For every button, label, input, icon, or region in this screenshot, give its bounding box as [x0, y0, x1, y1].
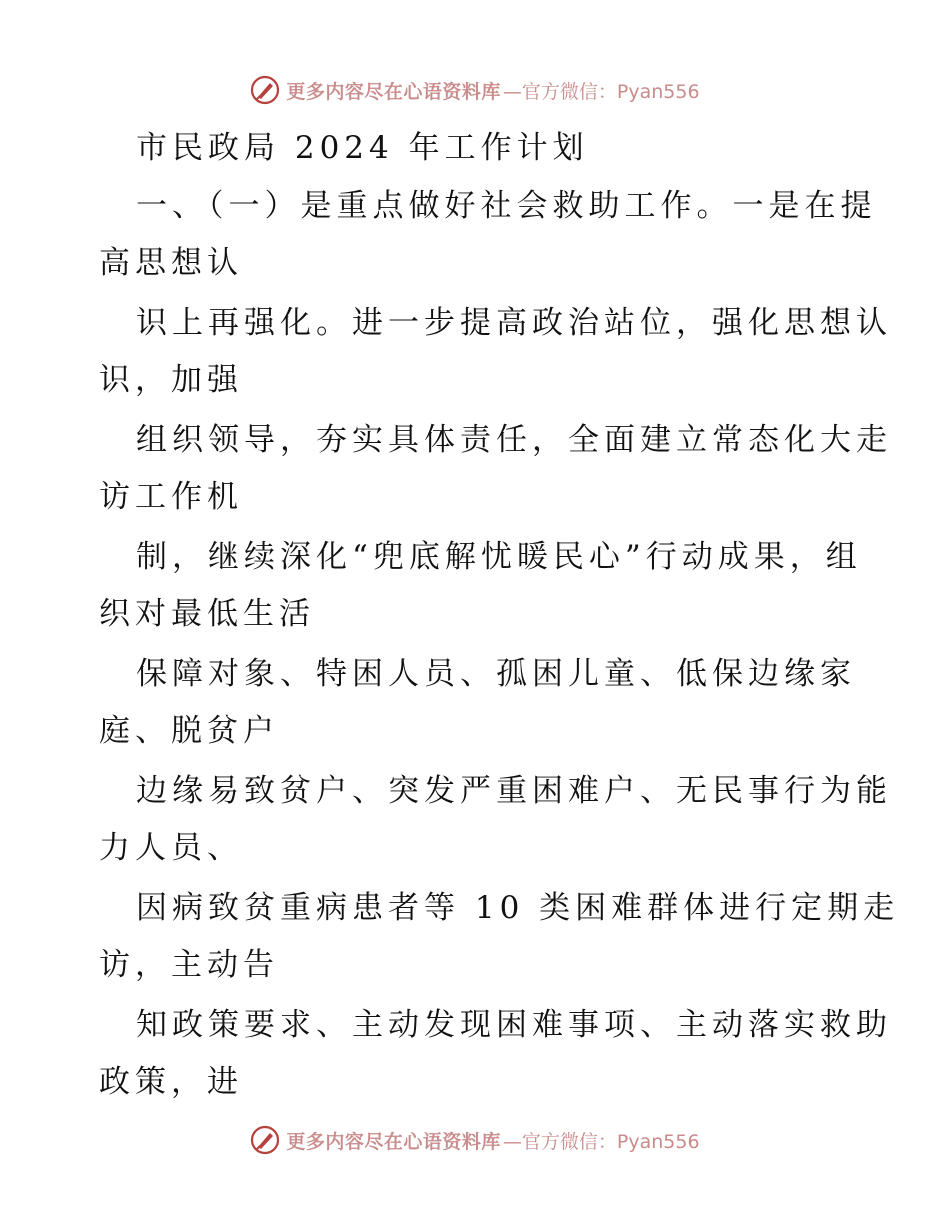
paragraph-line: 知政策要求、主动发现困难事项、主动落实救助 [136, 1007, 892, 1043]
watermark-contact: —官方微信：Pyan556 [502, 80, 700, 103]
paragraph-line: 保障对象、特困人员、孤困儿童、低保边缘家 [136, 656, 856, 692]
watermark-brand: 更多内容尽在心语资料库 [286, 80, 501, 103]
paragraph-line: 识，加强 [99, 362, 243, 398]
paragraph-line: 组织领导，夯实具体责任，全面建立常态化大走 [136, 422, 892, 458]
watermark-banner-bottom [0, 1122, 950, 1158]
paragraph-line: 识上再强化。进一步提高政治站位，强化思想认 [136, 305, 892, 341]
paragraph-line: 庭、脱贫户 [99, 713, 279, 749]
document-title: 市民政局 2024 年工作计划 [136, 130, 589, 166]
watermark-contact: —官方微信：Pyan556 [502, 1130, 700, 1153]
paragraph-line: 一、（一）是重点做好社会救助工作。一是在提 [136, 188, 877, 224]
paragraph-line: 访，主动告 [99, 947, 279, 983]
paragraph-line: 制，继续深化“兜底解忧暖民心”行动成果，组 [136, 539, 862, 575]
paragraph-line: 力人员、 [99, 830, 243, 866]
paragraph-line: 访工作机 [99, 479, 243, 515]
paragraph-line: 织对最低生活 [99, 596, 315, 632]
paragraph-line: 高思想认 [99, 245, 243, 281]
quill-logo-icon [250, 1125, 280, 1155]
quill-logo-icon [250, 75, 280, 105]
watermark-brand: 更多内容尽在心语资料库 [286, 1130, 501, 1153]
paragraph-line: 政策，进 [99, 1064, 243, 1100]
paragraph-line: 因病致贫重病患者等 10 类困难群体进行定期走 [136, 890, 900, 926]
paragraph-line: 边缘易致贫户、突发严重困难户、无民事行为能 [136, 773, 892, 809]
watermark-banner-top [0, 72, 950, 108]
